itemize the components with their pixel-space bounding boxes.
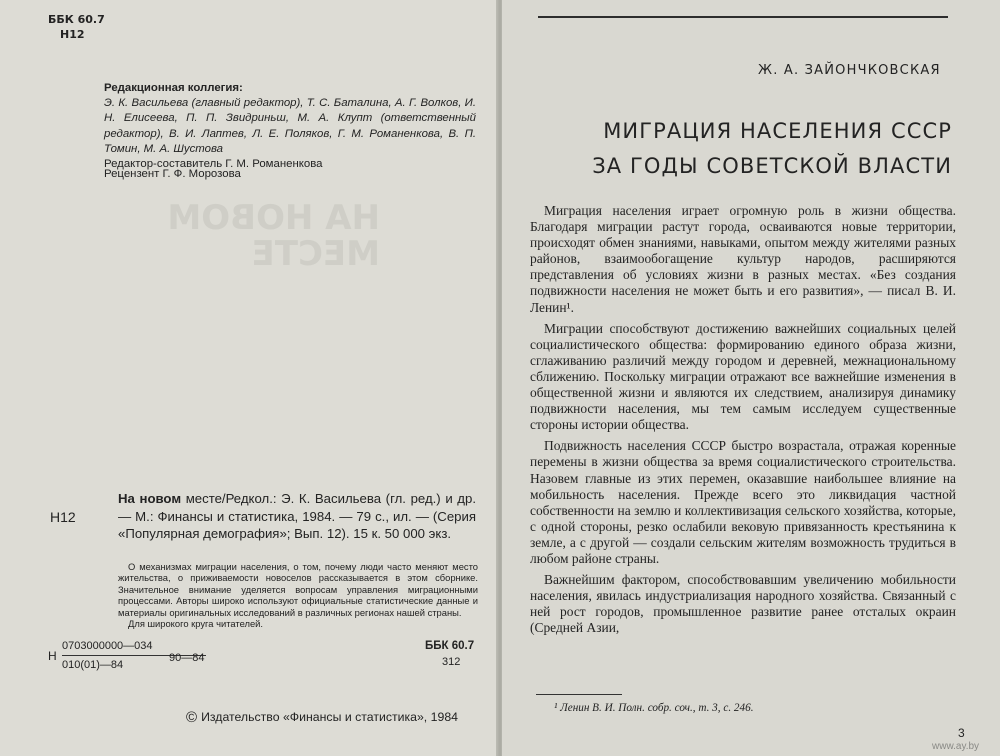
class-udc: 312 [442,656,461,668]
paragraph: Подвижность населения СССР быстро возрастала, отражая коренные перемены в жизни общества за время социалистического строительства. Назовем главные из этих перемен, оказавшие наибольшее влияние на мобильность населения. Прежде всего это ликвидация частной собственности на землю и коллективизация сельского хозяйства, которые, с одной стороны, резко ослабили вековую привязанность крестьянина к земле, а с другой — создали сельским жителям возможность трудиться в любом районе страны. [530,438,956,566]
bleed-through-title [167,200,380,272]
title-line-1: МИГРАЦИЯ НАСЕЛЕНИЯ СССР [603,119,952,143]
biblio-title: На новом [118,491,182,506]
watermark: www.ay.by [932,741,980,752]
class-middle: 90—84 [169,652,205,664]
classification-codes [48,640,478,676]
compiler-line: Редактор-составитель Г. М. Романенкова [104,158,323,171]
class-denominator: 010(01)—84 [62,659,124,671]
copyright-line [186,709,458,726]
abstract [118,561,478,629]
copyright-icon: © [186,709,198,726]
bbk-code: ББК 60.7 [48,13,105,26]
class-bbk: ББК 60.7 [425,640,475,652]
right-page [502,0,1000,756]
index-code: Н12 [60,28,85,41]
biblio-details: месте/Редкол.: Э. К. Васильева (гл. ред.) и др. — М.: Финансы и статистика, 1984. — 79 с., ил. — (Серия «Популярная демография»; Вып. 12). 15 к. 50 000 экз. [118,491,476,542]
paragraph: Миграции способствуют достижению важнейших социальных целей социалистического общества: формированию единого образа жизни, сглаживанию различий между городом и деревней, межнациональному сближению. Поскольку миграции отражают все важнейшие изменения в общественной жизни и являются их следствием, анализируя динамику подвижности населения, мы тем самым исследуем существенные стороны истории общества. [530,320,956,433]
top-rule [538,16,948,18]
title-line-2: ЗА ГОДЫ СОВЕТСКОЙ ВЛАСТИ [592,154,952,178]
bbk-code-block [48,12,105,42]
paragraph: Миграция населения играет огромную роль в жизни общества. Благодаря миграции растут города, осваиваются новые территории, происходят обмен знаниями, навыками, опытом между жителями разных районов, взаимообогащение культур народов, расширяются представления об условиях жизни в разных местах. «Без создания подвижности населения не может быть и его развития», — писал В. И. Ленин¹. [530,203,956,315]
reviewer-line: Рецензент Г. Ф. Морозова [104,168,241,180]
page-number: 3 [958,726,965,740]
editorial-board-members: Э. К. Васильева (главный редактор), Т. С. Баталина, А. Г. Волков, И. Н. Елисеева, П. П. Звидриньш, М. А. Клупт (ответственный редактор), В. И. Лаптев, Л. Е. Поляков, Г. М. Романенкова, В. П. Томин, М. А. Шустова [104,97,476,155]
editorial-board [104,81,476,172]
class-numerator: 0703000000—034 [62,640,153,652]
ghost-line-1: НА НОВОМ [167,198,380,238]
ghost-line-2: МЕСТЕ [251,234,380,274]
copyright-text: Издательство «Финансы и статистика», 1984 [201,710,458,724]
abstract-audience: Для широкого круга читателей. [128,618,264,630]
article-body [530,203,956,641]
footnote: ¹ Ленин В. И. Полн. собр. соч., т. 3, с. 246. [554,702,754,714]
paragraph: Важнейшим фактором, способствовавшим увеличению мобильности населения, явилась индустриализация народного хозяйства. Связанный с ней рост городов, промышленное развитие ранее отсталых окраин (Средней Азии, [530,572,956,636]
footnote-rule [536,694,622,695]
abstract-main: О механизмах миграции населения, о том, почему люди часто меняют место жительства, о приживаемости новоселов рассказывается в этом сборнике. Значительное внимание уделяется вопросам управления миграционными процессами. Авторы широко используют официальные статистические данные и материалы оригинальных исследований в различных регионах нашей страны. [118,561,478,618]
side-index-code: Н12 [50,509,76,525]
left-page [0,0,498,756]
author-name: Ж. А. ЗАЙОНЧКОВСКАЯ [758,63,941,78]
bibliographic-description [118,490,476,543]
chapter-title [532,114,952,184]
class-prefix: Н [48,649,57,663]
editorial-board-header: Редакционная коллегия: [104,82,243,94]
